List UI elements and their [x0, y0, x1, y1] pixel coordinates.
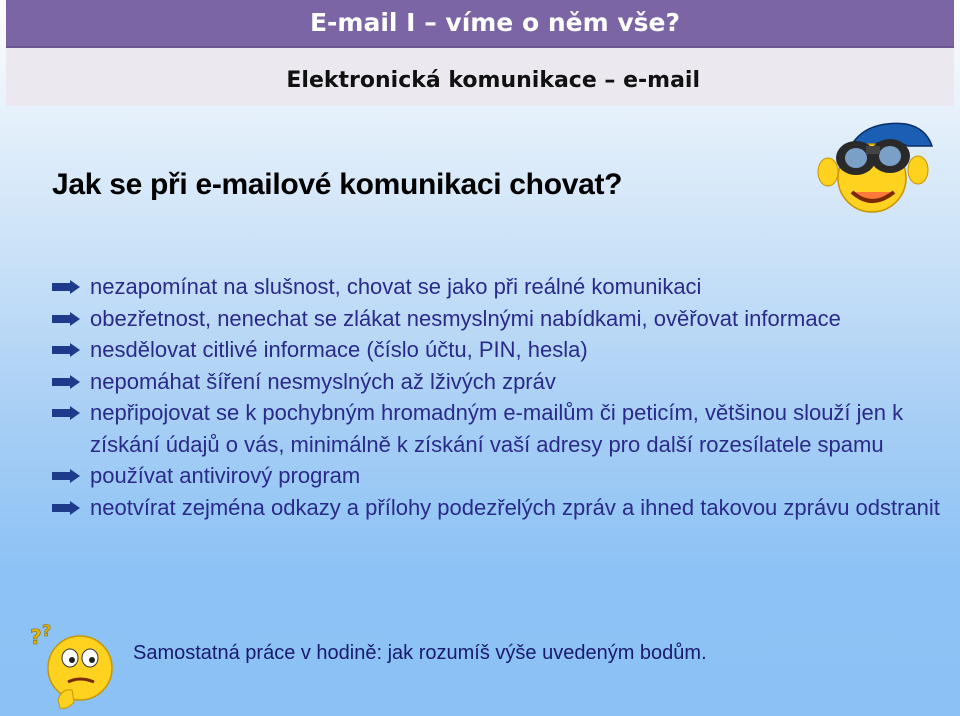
list-item-text: nezapomínat na slušnost, chovat se jako při reálné komunikaci	[90, 274, 702, 299]
section-question: Jak se při e-mailové komunikaci chovat?	[52, 168, 623, 201]
list-item	[90, 460, 940, 492]
list-item-text: neotvírat zejména odkazy a přílohy podezřelých zpráv a ihned takovou zprávu odstranit	[90, 494, 940, 520]
arrow-bullet-icon	[52, 312, 80, 326]
list-item	[90, 271, 940, 303]
list-item	[90, 303, 940, 335]
subtitle-bar	[6, 48, 954, 106]
smiley-binoculars-icon	[808, 116, 938, 216]
svg-text:?: ?	[42, 621, 52, 640]
svg-text:?: ?	[30, 625, 42, 649]
arrow-bullet-icon	[52, 406, 80, 420]
list-item-text: nepřipojovat se k pochybným hromadným e-mailům či peticím, většinou slouží jen k získání údajů o vás, minimálně k získání vaší adresy pro další rozesílatele spamu	[90, 400, 904, 457]
list-item	[90, 492, 940, 524]
guideline-list	[90, 271, 940, 523]
arrow-bullet-icon	[52, 501, 80, 515]
list-item-text: nesdělovat citlivé informace (číslo účtu, PIN, hesla)	[90, 337, 588, 362]
smiley-question-icon	[28, 618, 120, 714]
assignment-note: Samostatná práce v hodině: jak rozumíš výše uvedeným bodům.	[133, 642, 707, 664]
arrow-bullet-icon	[52, 469, 80, 483]
slide-title: E-mail I – víme o něm vše?	[309, 8, 680, 37]
arrow-bullet-icon	[52, 280, 80, 294]
list-item	[90, 397, 940, 460]
list-item-text: obezřetnost, nenechat se zlákat nesmyslnými nabídkami, ověřovat informace	[90, 305, 841, 331]
list-item-text: používat antivirový program	[90, 463, 361, 488]
arrow-bullet-icon	[52, 343, 80, 357]
slide-subtitle: Elektronická komunikace – e-mail	[286, 68, 700, 93]
title-bar	[6, 0, 954, 48]
arrow-bullet-icon	[52, 375, 80, 389]
list-item	[90, 334, 940, 366]
list-item-text: nepomáhat šíření nesmyslných až lživých zpráv	[90, 368, 556, 394]
list-item	[90, 366, 940, 398]
